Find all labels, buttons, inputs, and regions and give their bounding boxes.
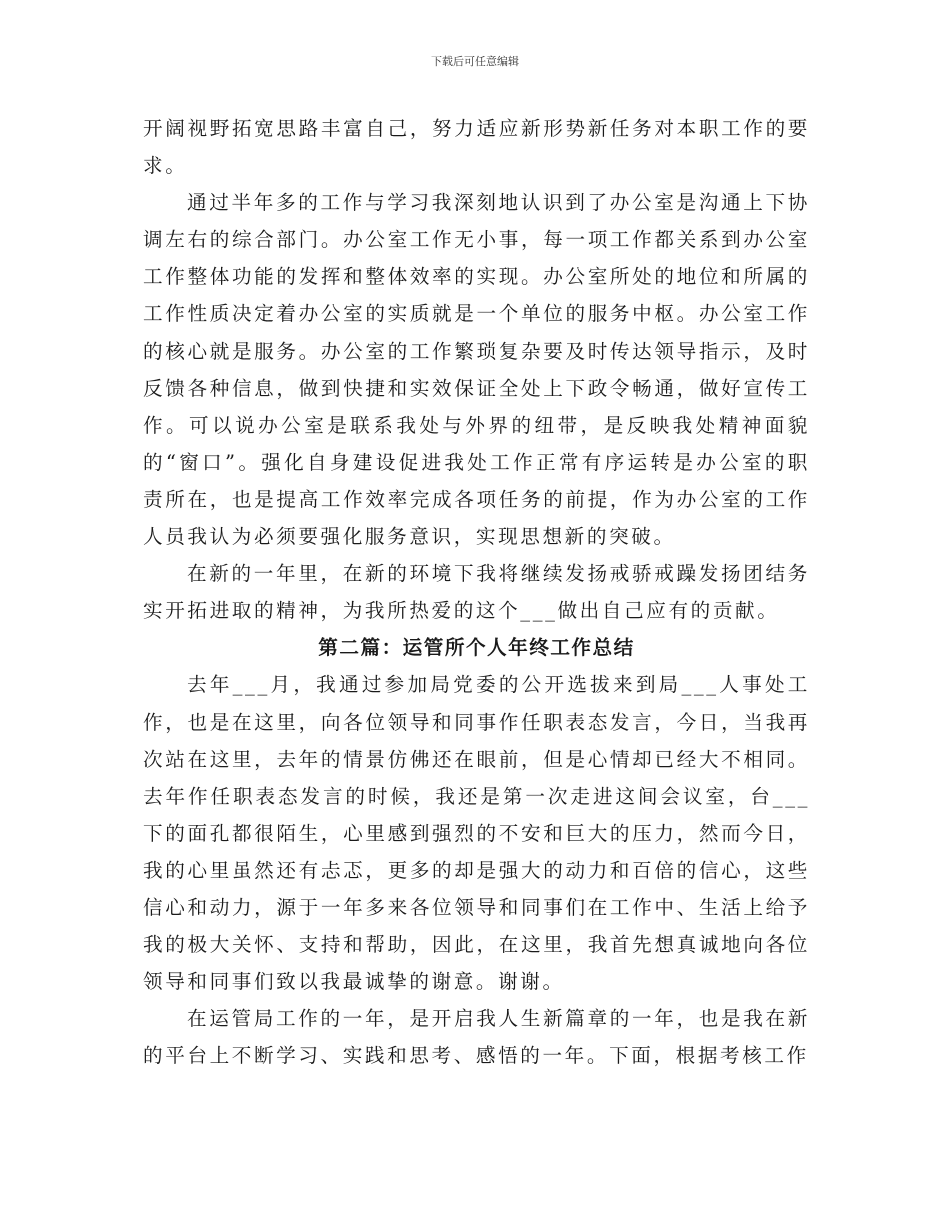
paragraph: 在新的一年里，在新的环境下我将继续发扬戒骄戒躁发扬团结务实开拓进取的精神，为我所热爱的这个___做出自己应有的贡献。 (143, 562, 810, 623)
section-heading: 第二篇：运管所个人年终工作总结 (318, 636, 635, 660)
page-header: 下载后可任意编辑 (431, 55, 519, 68)
paragraph: 去年___月，我通过参加局党委的公开选拔来到局___人事处工作，也是在这里，向各位领导和同事作任职表态发言，今日，当我再次站在这里，去年的情景仿佛还在眼前，但是心情却已经大不相同。去年作任职表态发言的时候，我还是第一次走进这间会议室，台___下的面孔都很陌生，心里感到强烈的不安和巨大的压力，然而今日，我的心里虽然还有忐忑，更多的却是强大的动力和百倍的信心，这些信心和动力，源于一年多来各位领导和同事们在工作中、生活上给予我的极大关怀、支持和帮助，因此，在这里，我首先想真诚地向各位领导和同事们致以我最诚挚的谢意。谢谢。 (143, 673, 810, 994)
paragraph-continuation: 开阔视野拓宽思路丰富自己，努力适应新形势新任务对本职工作的要求。 (143, 117, 810, 178)
document-body (143, 110, 810, 1074)
paragraph: 通过半年多的工作与学习我深刻地认识到了办公室是沟通上下协调左右的综合部门。办公室工作无小事，每一项工作都关系到办公室工作整体功能的发挥和整体效率的实现。办公室所处的地位和所属的工作性质决定着办公室的实质就是一个单位的服务中枢。办公室工作的核心就是服务。办公室的工作繁琐复杂要及时传达领导指示，及时反馈各种信息，做到快捷和实效保证全处上下政令畅通，做好宣传工作。可以说办公室是联系我处与外界的纽带，是反映我处精神面貌的“窗口”。强化自身建设促进我处工作正常有序运转是办公室的职责所在，也是提高工作效率完成各项任务的前提，作为办公室的工作人员我认为必须要强化服务意识，实现思想新的突破。 (143, 191, 810, 549)
paragraph: 在运管局工作的一年，是开启我人生新篇章的一年，也是我在新的平台上不断学习、实践和思考、感悟的一年。下面，根据考核工作 (143, 1007, 810, 1068)
